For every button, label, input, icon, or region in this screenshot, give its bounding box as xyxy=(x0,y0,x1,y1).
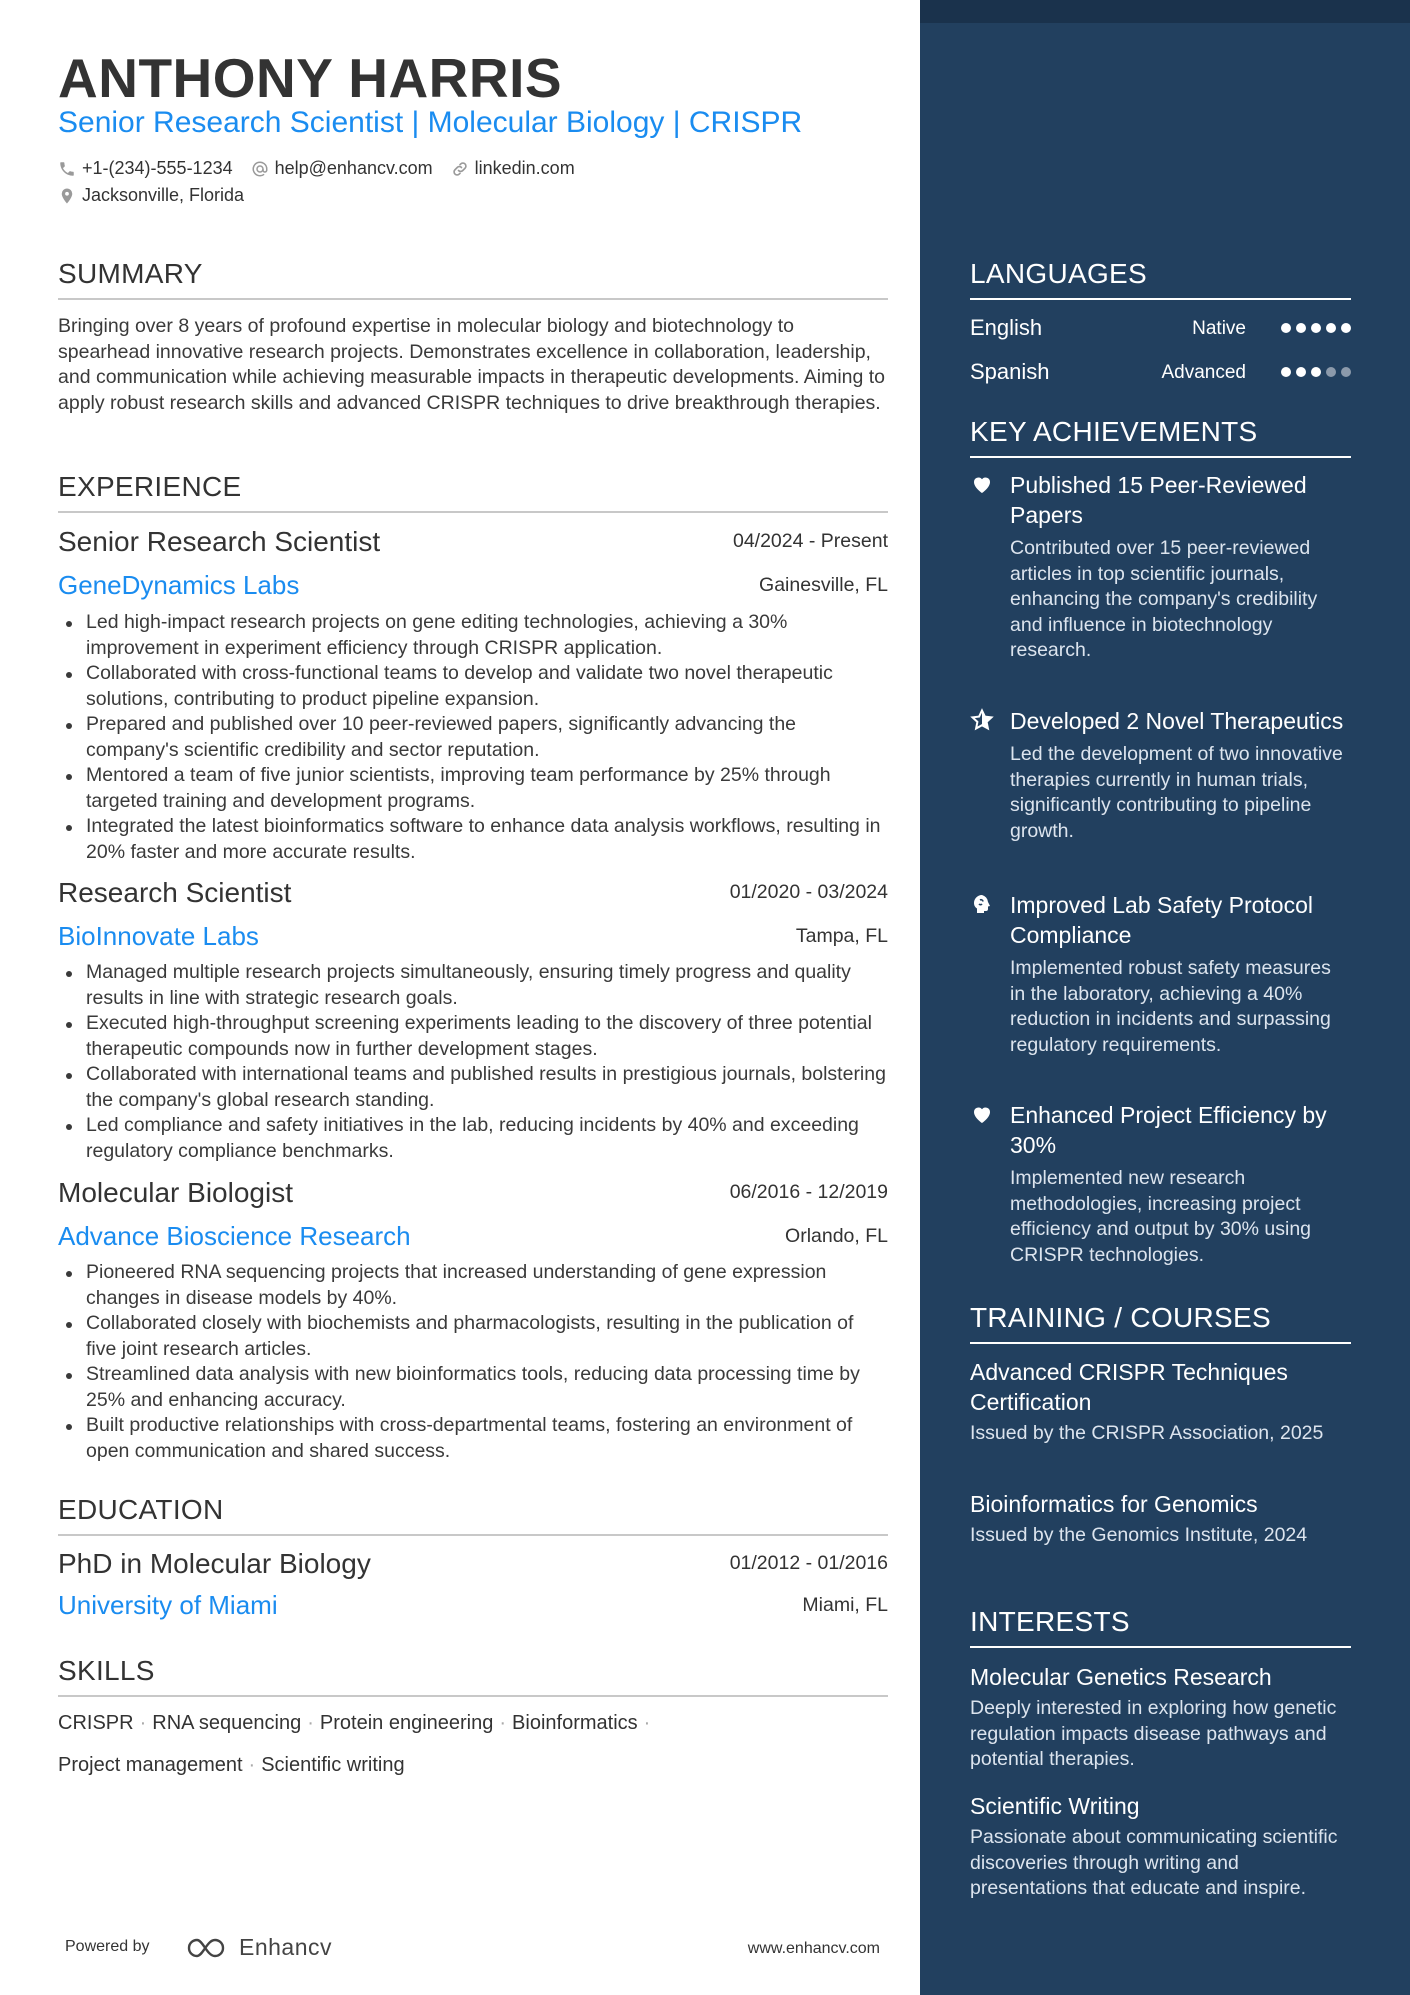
company-name[interactable]: GeneDynamics Labs xyxy=(58,570,300,600)
degree-title: PhD in Molecular Biology xyxy=(58,1548,371,1579)
skills-list-row-1: CRISPR · RNA sequencing · Protein engineering · Bioinformatics · xyxy=(58,1712,651,1734)
rating-dot xyxy=(1326,367,1336,377)
achievement-desc: Contributed over 15 peer-reviewed articles in top scientific journals, enhancing the company's credibility and influence in biotechnology research. xyxy=(1010,537,1318,661)
interest-desc: Deeply interested in exploring how genetic regulation impacts disease pathways and potential therapies. xyxy=(970,1697,1337,1770)
bullet-item: Collaborated with cross-functional teams to develop and validate two novel therapeutic solutions, contributing to product pipeline expansion. xyxy=(58,661,888,712)
rating-dot xyxy=(1296,323,1306,333)
achievement-title: Published 15 Peer-Reviewed Papers xyxy=(1010,472,1307,528)
at-icon xyxy=(251,160,269,178)
heart-icon xyxy=(970,472,994,496)
rating-dot xyxy=(1326,323,1336,333)
bullet-item: Mentored a team of five junior scientists, improving team performance by 25% through targeted training and development programs. xyxy=(58,763,888,814)
rating-dot xyxy=(1341,367,1351,377)
location-contact xyxy=(58,185,244,206)
bullet-item: Built productive relationships with cross-departmental teams, fostering an environment of open communication and shared success. xyxy=(58,1413,888,1464)
education-entry xyxy=(58,1548,888,1620)
job-location: Tampa, FL xyxy=(795,925,888,947)
sidebar xyxy=(920,0,1410,1995)
bullet-item: Executed high-throughput screening experiments leading to the discovery of three potential therapeutic compounds now in further development stages. xyxy=(58,1011,888,1062)
linkedin-contact[interactable] xyxy=(451,158,575,179)
achievement-desc: Implemented robust safety measures in the laboratory, achieving a 40% reduction in incidents and surpassing regulatory requirements. xyxy=(1010,957,1331,1056)
training-heading: TRAINING / COURSES xyxy=(970,1302,1351,1344)
job-dates: 06/2016 - 12/2019 xyxy=(729,1181,888,1203)
language-name: English xyxy=(970,315,1043,340)
language-level: Advanced xyxy=(1161,362,1246,383)
languages-heading: LANGUAGES xyxy=(970,258,1351,300)
rating-dot xyxy=(1281,323,1291,333)
achievement-item xyxy=(970,706,1351,844)
headline: Senior Research Scientist | Molecular Biology | CRISPR xyxy=(58,106,803,139)
achievement-title: Enhanced Project Efficiency by 30% xyxy=(1010,1102,1327,1158)
bullet-item: Integrated the latest bioinformatics software to enhance data analysis workflows, resulting in 20% faster and more accurate results. xyxy=(58,814,888,865)
rating-dot xyxy=(1341,323,1351,333)
job-title: Molecular Biologist xyxy=(58,1177,293,1208)
brain-icon xyxy=(970,892,994,916)
infinity-logo-icon xyxy=(185,1936,231,1960)
interest-item xyxy=(970,1791,1351,1902)
summary-heading: SUMMARY xyxy=(58,258,888,300)
phone-icon xyxy=(58,160,76,178)
skill-tag: RNA sequencing xyxy=(152,1712,302,1734)
language-item xyxy=(970,315,1351,345)
rating-dot xyxy=(1311,323,1321,333)
bullet-item: Streamlined data analysis with new bioinformatics tools, reducing data processing time by 25% and enhancing accuracy. xyxy=(58,1362,888,1413)
rating-dot xyxy=(1296,367,1306,377)
website-link[interactable]: www.enhancv.com xyxy=(747,1940,880,1957)
summary-text: Bringing over 8 years of profound expertise in molecular biology and biotechnology to spearhead innovative research projects. Demonstrates excellence in collaboration, leadership, and communication while achieving measurable impacts in therapeutic developments. Aiming to apply robust research skills and advanced CRISPR techniques to drive breakthrough therapies. xyxy=(58,315,886,414)
achievement-title: Improved Lab Safety Protocol Compliance xyxy=(1010,892,1313,948)
achievement-item xyxy=(970,470,1351,664)
linkedin-text: linkedin.com xyxy=(474,158,575,178)
language-rating xyxy=(1276,367,1351,377)
star-icon xyxy=(970,708,994,732)
course-desc: Issued by the CRISPR Association, 2025 xyxy=(970,1422,1324,1444)
bullet-item: Prepared and published over 10 peer-reviewed papers, significantly advancing the company's scientific credibility and sector reputation. xyxy=(58,712,888,763)
course-item xyxy=(970,1357,1351,1447)
language-name: Spanish xyxy=(970,359,1050,384)
job-dates: 01/2020 - 03/2024 xyxy=(729,881,888,903)
phone-contact[interactable] xyxy=(58,158,233,179)
location-pin-icon xyxy=(58,186,76,206)
job-bullets xyxy=(58,1260,888,1464)
interest-title: Molecular Genetics Research xyxy=(970,1664,1272,1690)
location-row xyxy=(58,185,262,206)
bullet-item: Pioneered RNA sequencing projects that increased understanding of gene expression changes in disease models by 40%. xyxy=(58,1260,888,1311)
candidate-name: ANTHONY HARRIS xyxy=(58,47,563,109)
interest-desc: Passionate about communicating scientific discoveries through writing and presentations that educate and inspire. xyxy=(970,1826,1338,1899)
course-item xyxy=(970,1489,1351,1549)
achievement-desc: Implemented new research methodologies, increasing project efficiency and output by 30% using CRISPR technologies. xyxy=(1010,1167,1312,1266)
powered-by-label: Powered by xyxy=(65,1938,150,1955)
footer xyxy=(65,1934,880,1964)
job-dates: 04/2024 - Present xyxy=(732,530,888,552)
company-name[interactable]: Advance Bioscience Research xyxy=(58,1221,411,1251)
skills-heading: SKILLS xyxy=(58,1655,888,1697)
bullet-item: Collaborated closely with biochemists and pharmacologists, resulting in the publication of five joint research articles. xyxy=(58,1311,888,1362)
achievement-item xyxy=(970,1100,1351,1268)
rating-dot xyxy=(1311,367,1321,377)
skills-list-row-2: Project management · Scientific writing xyxy=(58,1754,405,1776)
experience-heading: EXPERIENCE xyxy=(58,471,888,513)
skill-tag: Protein engineering xyxy=(319,1712,494,1734)
education-dates: 01/2012 - 01/2016 xyxy=(729,1552,888,1574)
course-title: Advanced CRISPR Techniques Certification xyxy=(970,1359,1288,1415)
heart-icon xyxy=(970,1102,994,1126)
sidebar-top-bar xyxy=(920,0,1410,23)
education-location: Miami, FL xyxy=(802,1594,888,1616)
brand-name: Enhancv xyxy=(239,1934,333,1960)
job-entry xyxy=(58,1177,888,1462)
job-bullets xyxy=(58,610,888,865)
achievements-heading: KEY ACHIEVEMENTS xyxy=(970,416,1351,458)
bullet-item: Collaborated with international teams and published results in prestigious journals, bolstering the company's global research standing. xyxy=(58,1062,888,1113)
email-text: help@enhancv.com xyxy=(274,158,433,178)
company-name[interactable]: BioInnovate Labs xyxy=(58,921,259,951)
bullet-item: Led compliance and safety initiatives in the lab, reducing incidents by 40% and exceeding regulatory compliance benchmarks. xyxy=(58,1113,888,1164)
achievement-title: Developed 2 Novel Therapeutics xyxy=(1010,708,1344,734)
job-bullets xyxy=(58,960,888,1164)
job-title: Research Scientist xyxy=(58,877,292,908)
contact-row xyxy=(58,158,593,179)
bullet-item: Managed multiple research projects simultaneously, ensuring timely progress and quality results in line with strategic research goals. xyxy=(58,960,888,1011)
interests-heading: INTERESTS xyxy=(970,1606,1351,1648)
achievement-desc: Led the development of two innovative therapies currently in human trials, significantly contributing to pipeline growth. xyxy=(1010,743,1343,842)
interest-item xyxy=(970,1662,1351,1773)
rating-dot xyxy=(1281,367,1291,377)
job-location: Gainesville, FL xyxy=(759,574,888,596)
job-location: Orlando, FL xyxy=(785,1225,888,1247)
job-entry xyxy=(58,526,888,863)
course-title: Bioinformatics for Genomics xyxy=(970,1491,1258,1517)
language-item xyxy=(970,359,1351,389)
skill-tag: Project management xyxy=(58,1754,243,1776)
language-level: Native xyxy=(1192,318,1246,339)
bullet-item: Led high-impact research projects on gene editing technologies, achieving a 30% improvement in experiment efficiency through CRISPR application. xyxy=(58,610,888,661)
skill-tag: CRISPR xyxy=(58,1712,134,1734)
location-text: Jacksonville, Florida xyxy=(82,185,245,205)
phone-text: +1-(234)-555-1234 xyxy=(82,158,233,178)
email-contact[interactable] xyxy=(251,158,433,179)
link-icon xyxy=(451,160,469,178)
skill-tag: Scientific writing xyxy=(261,1754,405,1776)
job-title: Senior Research Scientist xyxy=(58,526,381,557)
interest-title: Scientific Writing xyxy=(970,1793,1140,1819)
course-desc: Issued by the Genomics Institute, 2024 xyxy=(970,1524,1308,1546)
education-heading: EDUCATION xyxy=(58,1494,888,1536)
achievement-item xyxy=(970,890,1351,1058)
language-rating xyxy=(1276,323,1351,333)
job-entry xyxy=(58,877,888,1162)
school-name[interactable]: University of Miami xyxy=(58,1590,278,1620)
skill-tag: Bioinformatics xyxy=(512,1712,638,1734)
enhancv-logo[interactable] xyxy=(185,1934,332,1961)
